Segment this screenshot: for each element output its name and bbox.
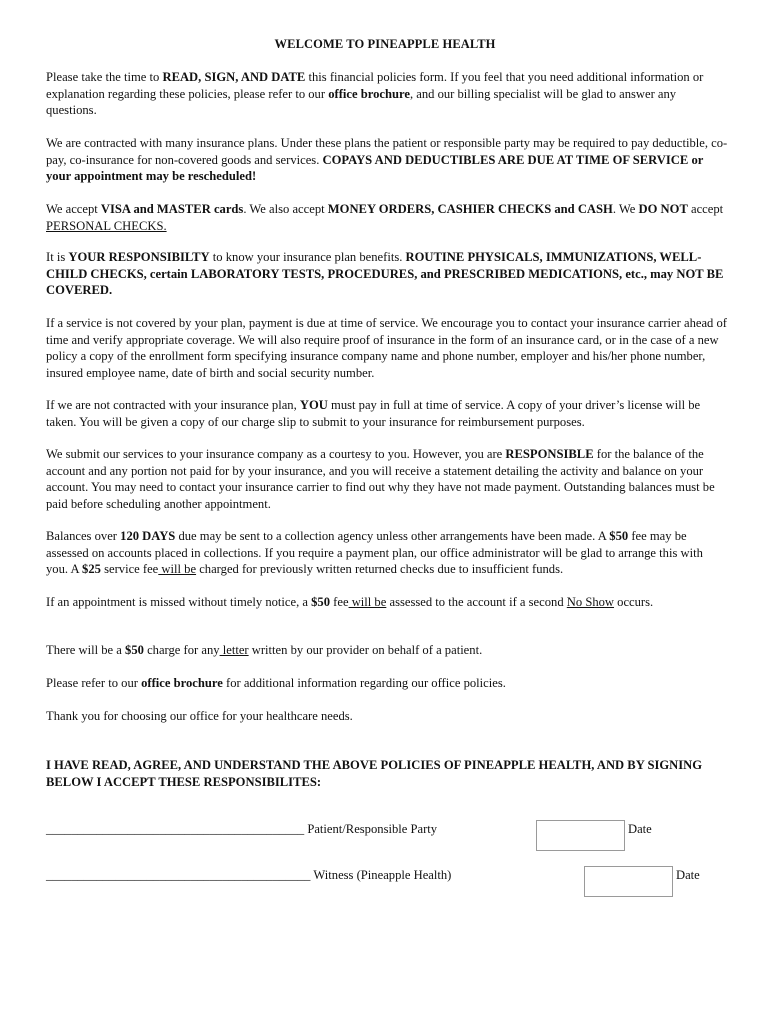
- text: accept: [687, 202, 724, 216]
- text: Please take the time to: [46, 70, 163, 84]
- underlined-text: letter: [219, 643, 249, 657]
- text: charged for previously written returned checks due to insufficient funds.: [196, 562, 564, 576]
- emphasis: RESPONSIBLE: [505, 447, 594, 461]
- text: service fee: [100, 562, 159, 576]
- emphasis: office brochure: [328, 86, 410, 101]
- emphasis: DO NOT: [638, 202, 688, 216]
- text: assessed to the account if a second: [386, 595, 567, 609]
- document-title: WELCOME TO PINEAPPLE HEALTH: [274, 37, 496, 51]
- patient-date-field[interactable]: [536, 820, 625, 851]
- text: to know your insurance plan benefits.: [209, 250, 406, 264]
- paragraph-not-covered: If a service is not covered by your plan, payment is due at time of service. We encourage you to contact your insurance carrier ahead of time and verify appropriate coverage. We will also require proof of insurance in the form of an insurance card, or in the case of a new policy a copy of the enrollment form specifying insurance company name and phone number, employer and his/her phone number, insured employee name, date of birth and social security number.: [46, 316, 727, 380]
- paragraph-missed-appointment: [46, 594, 728, 611]
- text: for the balance of the account and any portion not paid for by your insurance, and you will receive a statement detailing the activity and balance on your account. You may need to contact your insurance carrier to find out why they have not made payment. Outstanding balances must be paid before scheduling another appointment.: [46, 447, 715, 511]
- emphasis: YOU: [299, 398, 328, 412]
- text: must pay in full at time of service. A copy of your driver’s license will be taken. You will be given a copy of our charge slip to submit to your insurance for reimbursement purposes.: [46, 398, 701, 429]
- text: fee may be assessed on accounts placed in collections. If you require a payment plan, our office administrator will be glad to arrange this with you. A: [46, 529, 703, 576]
- paragraph-courtesy-billing: [46, 446, 728, 512]
- underlined-text: will be: [348, 595, 387, 609]
- text: . We also accept: [243, 202, 328, 216]
- text: Please refer to our: [46, 676, 142, 690]
- paragraph-thank-you: Thank you for choosing our office for your healthcare needs.: [46, 709, 353, 723]
- patient-signature-line[interactable]: _________________________________________ Patient/Responsible Party: [46, 822, 438, 836]
- text: If an appointment is missed without timely notice, a: [46, 595, 312, 609]
- underlined-text: No Show: [566, 595, 615, 609]
- emphasis: MONEY ORDERS, CASHIER CHECKS and CASH: [327, 202, 613, 216]
- text: this financial policies form. If you feel that you need additional information or explanation regarding these policies, please refer to our: [46, 70, 704, 101]
- emphasis: $50: [125, 643, 144, 657]
- emphasis: ROUTINE PHYSICALS, IMMUNIZATIONS, WELL-CHILD CHECKS, certain LABORATORY TESTS, PROCEDURES, and PRESCRIBED MEDICATIONS, etc., may NOT BE COVERED.: [46, 250, 724, 297]
- emphasis: $50: [311, 595, 331, 609]
- text: . We: [612, 202, 639, 216]
- agreement-statement: I HAVE READ, AGREE, AND UNDERSTAND THE ABOVE POLICIES OF PINEAPPLE HEALTH, AND BY SIGNING BELOW I ACCEPT THESE RESPONSIBILITES:: [46, 758, 703, 789]
- paragraph-read-sign-date: [46, 69, 728, 119]
- text: written by our provider on behalf of a patient.: [248, 643, 483, 657]
- text: fee: [330, 595, 349, 609]
- text: charge for any: [143, 643, 220, 657]
- emphasis: YOUR RESPONSIBILTY: [68, 250, 210, 264]
- text: It is: [46, 250, 69, 264]
- paragraph-payment-methods: [46, 201, 728, 234]
- emphasis: $50: [609, 529, 629, 543]
- emphasis: 120 DAYS: [120, 529, 176, 543]
- witness-date-field[interactable]: [584, 866, 673, 897]
- witness-date-label: Date: [676, 868, 700, 882]
- paragraph-your-responsibility: [46, 249, 728, 299]
- paragraph-letter-charge: [46, 642, 728, 659]
- witness-signature-line[interactable]: __________________________________________ Witness (Pineapple Health): [46, 868, 452, 882]
- paragraph-not-contracted: [46, 397, 728, 430]
- paragraph-insurance-plans: [46, 135, 728, 185]
- text: If we are not contracted with your insurance plan,: [46, 398, 300, 412]
- text: due may be sent to a collection agency unless other arrangements have been made. A: [175, 529, 610, 543]
- emphasis: VISA and MASTER cards: [100, 202, 244, 216]
- text: We are contracted with many insurance plans. Under these plans the patient or responsible party may be required to pay deductible, co-pay, co-insurance for non-covered goods and services.: [46, 136, 728, 167]
- patient-date-label: Date: [628, 822, 652, 836]
- underlined-text: PERSONAL CHECKS.: [46, 218, 167, 233]
- underlined-text: will be: [158, 562, 197, 576]
- emphasis: office brochure: [141, 676, 223, 690]
- emphasis: READ, SIGN, AND DATE: [162, 70, 306, 84]
- text: We accept: [46, 202, 101, 216]
- text: for additional information regarding our office policies.: [222, 676, 506, 690]
- text: We submit our services to your insurance company as a courtesy to you. However, you are: [46, 447, 506, 461]
- emphasis: COPAYS AND DEDUCTIBLES ARE DUE AT TIME OF SERVICE or your appointment may be rescheduled!: [46, 152, 704, 183]
- paragraph-office-brochure: [46, 675, 728, 692]
- text: occurs.: [614, 595, 654, 609]
- emphasis: $25: [82, 562, 101, 576]
- paragraph-balances: [46, 528, 728, 578]
- text: Balances over: [46, 529, 121, 543]
- text: , and our billing specialist will be glad to answer any questions.: [46, 86, 677, 117]
- text: There will be a: [46, 643, 126, 657]
